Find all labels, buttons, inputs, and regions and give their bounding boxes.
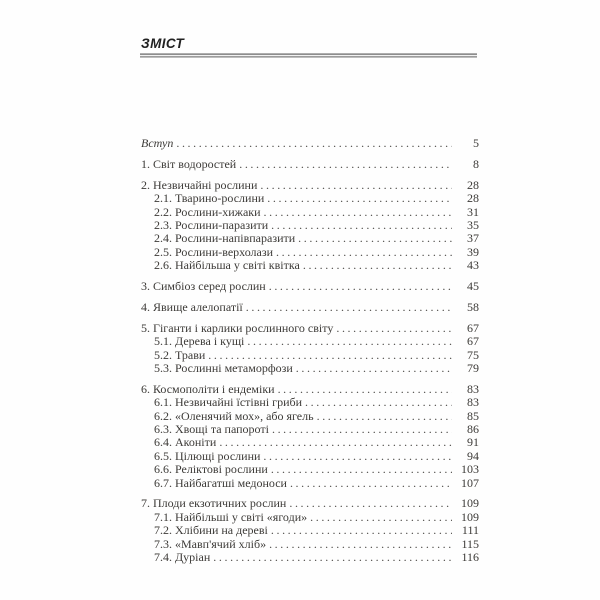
entry-label: 4. Явище алелопатії <box>141 299 243 314</box>
entry-label: 7.1. Найбільші у світі «ягоди» <box>154 509 308 524</box>
entry-label: 2.2. Рослини-хижаки <box>154 204 261 219</box>
entry-page-number: 35 <box>467 217 479 232</box>
leader-dots <box>303 259 452 272</box>
leader-dots <box>219 436 452 449</box>
entry-label: 3. Симбіоз серед рослин <box>141 279 266 294</box>
leader-dots <box>289 497 452 510</box>
entry-label: 7.3. «Мавп'ячий хліб» <box>154 536 267 551</box>
toc-group <box>141 179 479 273</box>
entry-label: 7. Плоди екзотичних рослин <box>141 496 287 511</box>
leader-dots <box>264 206 452 219</box>
header-rule <box>140 53 477 58</box>
toc-entry <box>141 497 479 510</box>
entry-page-number: 83 <box>467 381 479 396</box>
toc-entry <box>141 246 479 259</box>
leader-dots <box>269 280 452 293</box>
entry-label: 5.1. Дерева і кущі <box>154 334 245 349</box>
leader-dots <box>271 219 452 232</box>
toc-entry <box>141 450 479 463</box>
entry-label: 5.3. Рослинні метаморфози <box>154 360 293 375</box>
page-title: ЗМІСТ <box>141 36 185 51</box>
toc-entry <box>141 219 479 232</box>
toc-entry <box>141 436 479 449</box>
entry-label: 2.4. Рослини-напівпаразити <box>154 231 296 246</box>
entry-label: 5. Гіганти і карлики рослинного світу <box>141 320 334 335</box>
toc-entry <box>141 511 479 524</box>
entry-page-number: 75 <box>467 347 479 362</box>
toc-entry <box>141 158 479 171</box>
leader-dots <box>271 524 452 537</box>
entry-label: 6.4. Аконіти <box>154 435 217 450</box>
entry-label: 6.5. Цілющі рослини <box>154 448 261 463</box>
leader-dots <box>276 246 452 259</box>
leader-dots <box>290 477 452 490</box>
table-of-contents <box>141 137 479 564</box>
leader-dots <box>296 362 452 375</box>
leader-dots <box>208 349 452 362</box>
toc-entry <box>141 301 479 314</box>
toc-entry <box>141 524 479 537</box>
entry-label: 6.2. «Оленячий мох», або ягель <box>154 408 314 423</box>
entry-page-number: 91 <box>467 435 479 450</box>
leader-dots <box>247 335 452 348</box>
leader-dots <box>271 463 452 476</box>
toc-group <box>141 137 479 150</box>
entry-label: Вступ <box>141 136 174 150</box>
entry-label: 6.1. Незвичайні їстівні гриби <box>154 395 303 410</box>
entry-page-number: 79 <box>467 360 479 375</box>
entry-label: 7.2. Хлібини на дереві <box>154 523 268 538</box>
toc-entry <box>141 137 479 150</box>
toc-entry <box>141 410 479 423</box>
entry-label: 2.5. Рослини-верхолази <box>154 244 274 259</box>
entry-page-number: 28 <box>467 191 479 206</box>
entry-page-number: 37 <box>467 231 479 246</box>
leader-dots <box>272 423 452 436</box>
entry-label: 6.7. Найбагатші медоноси <box>154 475 287 490</box>
toc-group <box>141 158 479 171</box>
entry-page-number: 28 <box>467 177 479 192</box>
entry-page-number: 94 <box>467 448 479 463</box>
entry-label: 2.1. Тварино-рослини <box>154 191 265 206</box>
leader-dots <box>278 383 452 396</box>
toc-entry <box>141 463 479 476</box>
toc-entry <box>141 383 479 396</box>
entry-page-number: 5 <box>473 136 479 150</box>
entry-page-number: 86 <box>467 422 479 437</box>
toc-group <box>141 322 479 376</box>
leader-dots <box>336 322 452 335</box>
leader-dots <box>213 551 452 564</box>
toc-group <box>141 497 479 564</box>
entry-page-number: 45 <box>467 279 479 294</box>
entry-label: 2.3. Рослини-паразити <box>154 217 269 232</box>
entry-page-number: 111 <box>461 523 479 538</box>
leader-dots <box>239 158 452 171</box>
toc-entry <box>141 206 479 219</box>
entry-page-number: 58 <box>467 299 479 314</box>
toc-entry <box>141 335 479 348</box>
leader-dots <box>298 232 452 245</box>
leader-dots <box>263 450 452 463</box>
entry-label: 6.6. Реліктові рослини <box>154 462 268 477</box>
toc-entry <box>141 179 479 192</box>
entry-label: 2. Незвичайні рослини <box>141 177 258 192</box>
toc-entry <box>141 259 479 272</box>
toc-entry <box>141 192 479 205</box>
entry-label: 2.6. Найбільша у світі квітка <box>154 258 300 273</box>
entry-page-number: 67 <box>467 320 479 335</box>
leader-dots <box>176 137 452 150</box>
entry-page-number: 109 <box>461 496 479 511</box>
entry-page-number: 103 <box>461 462 479 477</box>
entry-page-number: 109 <box>461 509 479 524</box>
toc-group <box>141 301 479 314</box>
leader-dots <box>269 538 452 551</box>
entry-page-number: 116 <box>461 550 479 565</box>
toc-entry <box>141 551 479 564</box>
toc-entry <box>141 349 479 362</box>
toc-entry <box>141 423 479 436</box>
entry-label: 6.3. Хвощі та папороті <box>154 422 269 437</box>
toc-entry <box>141 280 479 293</box>
leader-dots <box>260 179 452 192</box>
toc-group <box>141 383 479 490</box>
toc-entry <box>141 322 479 335</box>
entry-page-number: 43 <box>467 258 479 273</box>
toc-entry <box>141 362 479 375</box>
entry-page-number: 85 <box>467 408 479 423</box>
toc-entry <box>141 396 479 409</box>
entry-page-number: 8 <box>473 156 479 171</box>
toc-entry <box>141 232 479 245</box>
leader-dots <box>246 301 452 314</box>
leader-dots <box>267 192 452 205</box>
entry-page-number: 107 <box>461 475 479 490</box>
entry-label: 6. Космополіти і ендеміки <box>141 381 275 396</box>
entry-page-number: 39 <box>467 244 479 259</box>
entry-page-number: 31 <box>467 204 479 219</box>
leader-dots <box>317 410 452 423</box>
entry-label: 7.4. Дуріан <box>154 550 211 565</box>
entry-label: 1. Світ водоростей <box>141 156 237 171</box>
entry-page-number: 67 <box>467 334 479 349</box>
toc-group <box>141 280 479 293</box>
entry-label: 5.2. Трави <box>154 347 206 362</box>
leader-dots <box>310 511 452 524</box>
toc-entry <box>141 477 479 490</box>
entry-page-number: 115 <box>461 536 479 551</box>
toc-entry <box>141 538 479 551</box>
entry-page-number: 83 <box>467 395 479 410</box>
leader-dots <box>305 396 452 409</box>
